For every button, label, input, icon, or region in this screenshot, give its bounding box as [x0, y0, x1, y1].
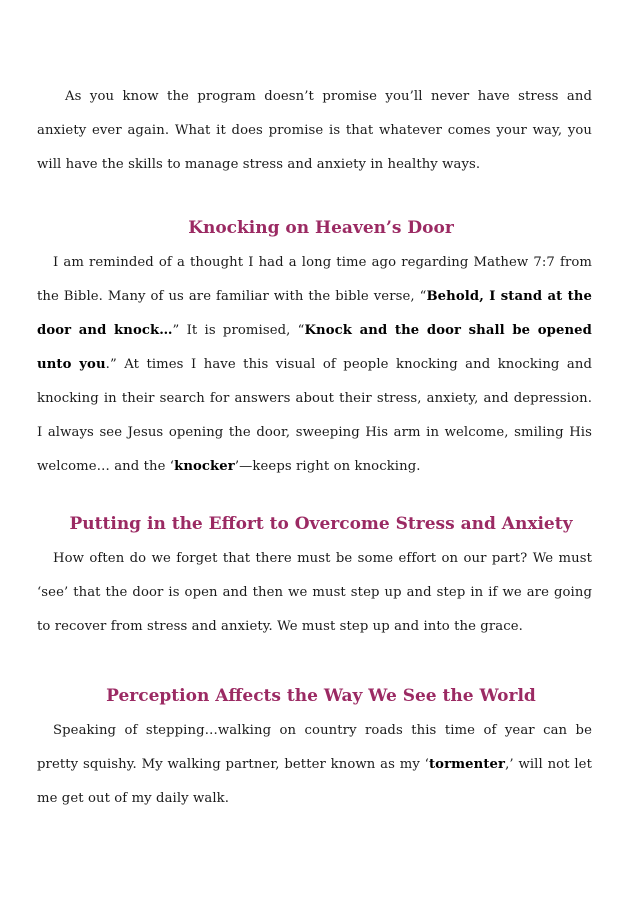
- knocking-quote-knocker: knocker: [174, 459, 235, 474]
- knocking-quote-knock-and-door: Knock and the door shall be opened unto you: [37, 323, 592, 372]
- knocking-text-1: I am reminded of a thought I had a long time ago regarding Mathew 7:7 from the Bible. Many of us are familiar with the bible verse, “: [37, 255, 592, 304]
- perception-text-2: ,’ will not let me get out of my daily walk.: [37, 757, 592, 806]
- knocking-paragraph: [37, 246, 592, 484]
- perception-quote-tormenter: tormenter: [428, 757, 506, 772]
- knocking-text-2: ” It is promised, “: [172, 323, 305, 338]
- perception-paragraph: [37, 714, 592, 816]
- heading-knocking-on-heavens-door: Knocking on Heaven’s Door: [188, 218, 454, 238]
- heading-perception: Perception Affects the Way We See the World: [106, 686, 536, 706]
- intro-paragraph: As you know the program doesn’t promise you’ll never have stress and anxiety ever again. What it does promise is that whatever comes your way, you will have the skills to manage stress and anxiety in healthy ways.: [37, 89, 592, 172]
- knocking-quote-behold: Behold, I stand at the door and knock…: [37, 289, 592, 338]
- knocking-text-4: ’—keeps right on knocking.: [234, 459, 421, 474]
- effort-paragraph: How often do we forget that there must be some effort on our part? We must ‘see’ that the door is open and then we must step up and step in if we are going to recover from stress and anxiety. We must step up and into the grace.: [37, 551, 592, 634]
- perception-text-1: Speaking of stepping…walking on country roads this time of year can be pretty squishy. My walking partner, better known as my ‘: [37, 723, 592, 772]
- heading-putting-in-effort: Putting in the Effort to Overcome Stress and Anxiety: [69, 514, 573, 534]
- knocking-text-3: .” At times I have this visual of people knocking and knocking and knocking in their search for answers about their stress, anxiety, and depression. I always see Jesus opening the door, sweeping His arm in welcome, smiling His welcome… and the ‘: [37, 357, 592, 474]
